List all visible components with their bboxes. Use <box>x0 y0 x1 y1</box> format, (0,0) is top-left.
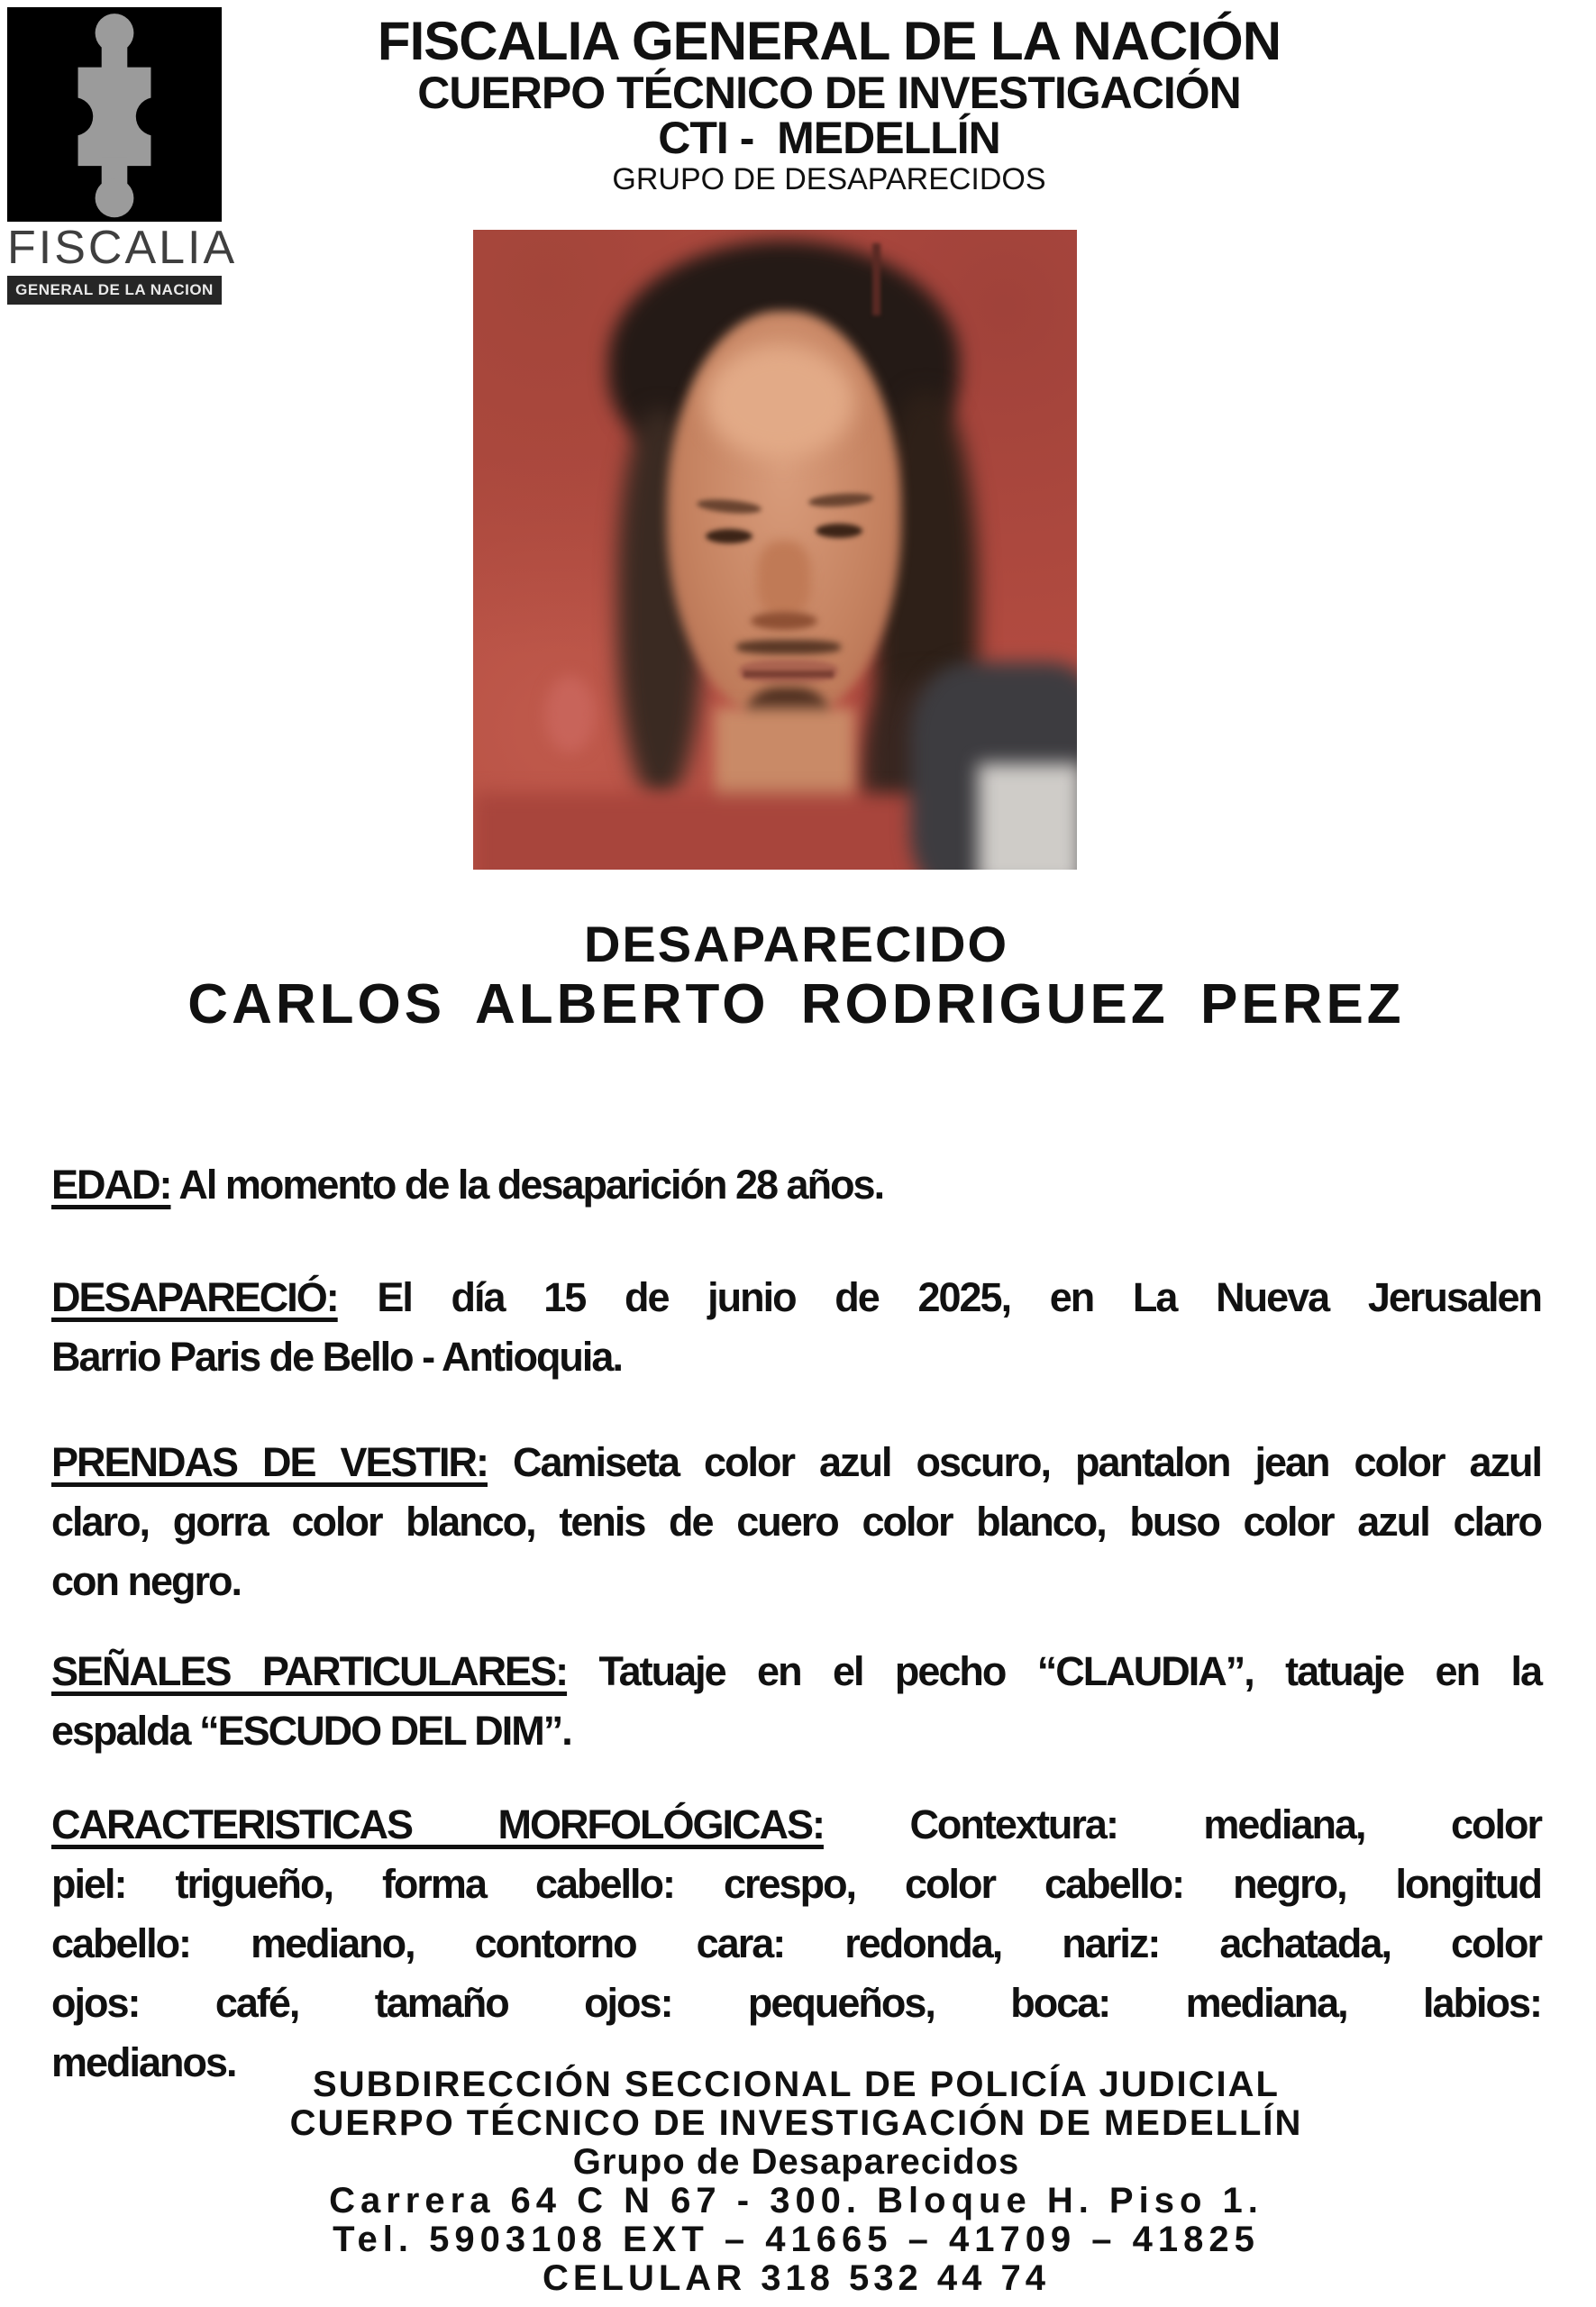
details <box>51 1155 1541 2093</box>
footer-grupo: Grupo de Desaparecidos <box>572 2142 1020 2182</box>
footer-cuerpo-tecnico: CUERPO TÉCNICO DE INVESTIGACIÓN DE MEDELLÍN <box>289 2103 1303 2143</box>
logo-puzzle-icon <box>7 7 222 222</box>
edad-text: Al momento de la desaparición 28 años. <box>178 1162 884 1208</box>
footer-address: Carrera 64 C N 67 - 300. Bloque H. Piso 1. <box>329 2181 1263 2220</box>
header-org-unit: CUERPO TÉCNICO DE INVESTIGACIÓN <box>417 68 1241 118</box>
photo-mouth-line <box>743 670 834 678</box>
fiscalia-logo <box>7 7 238 305</box>
caracteristicas-text-2: piel: trigueño, forma cabello: crespo, color cabello: negro, longitud <box>51 1861 1541 1907</box>
caracteristicas-text-5: medianos. <box>51 2039 236 2085</box>
person-name: CARLOS ALBERTO RODRIGUEZ PEREZ <box>187 973 1405 1035</box>
prendas-text-2: claro, gorra color blanco, tenis de cuero color blanco, buso color azul claro <box>51 1499 1541 1545</box>
edad-label: EDAD: <box>51 1162 171 1208</box>
status-heading: DESAPARECIDO <box>583 916 1008 972</box>
section-prendas <box>51 1433 1541 1611</box>
header-org-group: GRUPO DE DESAPARECIDOS <box>612 162 1046 196</box>
photo-eye-left <box>706 529 752 543</box>
prendas-text-3: con negro. <box>51 1558 242 1604</box>
header <box>225 13 1433 198</box>
footer-telephone: Tel. 5903108 EXT – 41665 – 41709 – 41825 <box>333 2220 1260 2259</box>
senales-text-1: Tatuaje en el pecho “CLAUDIA”, tatuaje en la <box>598 1648 1541 1694</box>
footer-subdireccion: SUBDIRECCIÓN SECCIONAL DE POLICÍA JUDICIAL <box>313 2065 1280 2104</box>
photo-forehead <box>706 345 854 458</box>
prendas-text-1: Camiseta color azul oscuro, pantalon jean color azul <box>512 1439 1541 1485</box>
missing-person-photo <box>473 230 1077 870</box>
footer <box>51 2065 1541 2298</box>
senales-label: SEÑALES PARTICULARES: <box>51 1648 568 1694</box>
photo-hair-strand <box>872 243 880 315</box>
titles <box>51 917 1541 1038</box>
section-edad <box>51 1155 1541 1215</box>
desaparecio-text-1: El día 15 de junio de 2025, en La Nueva Jerusalen <box>377 1274 1541 1320</box>
caracteristicas-label: CARACTERISTICAS MORFOLÓGICAS: <box>51 1801 824 1847</box>
section-senales <box>51 1642 1541 1761</box>
photo-shoulder-light <box>978 763 1077 870</box>
desaparecio-label: DESAPARECIÓ: <box>51 1274 338 1320</box>
caracteristicas-text-4: ojos: café, tamaño ojos: pequeños, boca: mediana, labios: <box>51 1980 1541 2026</box>
footer-cellphone: CELULAR 318 532 44 74 <box>542 2258 1050 2298</box>
desaparecio-text-2: Barrio Paris de Bello - Antioquia. <box>51 1334 622 1380</box>
photo-left-detail <box>545 676 595 752</box>
senales-text-2: espalda “ESCUDO DEL DIM”. <box>51 1708 571 1754</box>
caracteristicas-text-3: cabello: mediano, contorno cara: redonda, nariz: achatada, color <box>51 1920 1541 1966</box>
photo-nostrils <box>751 612 817 630</box>
header-org-name: FISCALIA GENERAL DE LA NACIÓN <box>377 11 1281 71</box>
caracteristicas-text-1: Contextura: mediana, color <box>909 1801 1541 1847</box>
section-caracteristicas <box>51 1795 1541 2093</box>
logo-banner: GENERAL DE LA NACION <box>7 276 222 305</box>
section-desaparecio <box>51 1268 1541 1387</box>
header-org-city: CTI - MEDELLÍN <box>658 113 1000 163</box>
photo-nose <box>757 541 811 617</box>
photo-mustache <box>736 640 841 654</box>
photo-eye-right <box>816 524 862 538</box>
prendas-label: PRENDAS DE VESTIR: <box>51 1439 488 1485</box>
logo-wordmark: FISCALIA <box>7 222 238 274</box>
